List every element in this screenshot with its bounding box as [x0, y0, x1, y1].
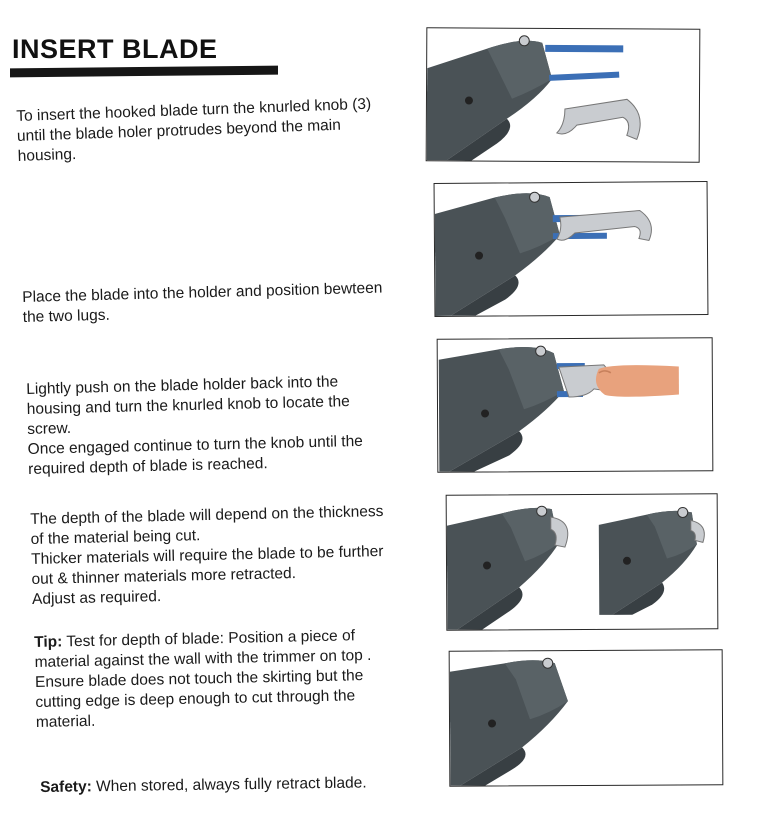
- safety-body: When stored, always fully retract blade.: [91, 774, 367, 796]
- safety-text: [40, 772, 440, 798]
- page-title: INSERT BLADE: [12, 34, 218, 64]
- tip-text: [34, 625, 436, 733]
- step-2-illustration: [434, 181, 709, 317]
- title-underline: [10, 66, 278, 78]
- tip-illustration: [449, 649, 724, 786]
- step-4-text: The depth of the blade will depend on the thickness of the material being cut. Thicker materials will require the blade to be further out & thinner materials more retracted. Adjust as required.: [30, 502, 384, 608]
- step-3-illustration: [437, 337, 714, 472]
- safety-label: Safety:: [40, 778, 92, 796]
- trimmer-push-holder-image: [438, 338, 713, 471]
- step-1-text: To insert the hooked blade turn the knurled knob (3) until the blade holer protrudes beyond the main housing.: [16, 95, 372, 165]
- trimmer-holder-extended-image: [427, 28, 700, 161]
- tip-body: Test for depth of blade: Position a piece of material against the wall with the trimmer on top . Ensure blade does not touch the skirting but the cutting edge is deep enough to cut through the material.: [34, 627, 372, 731]
- trimmer-retracted-image: [450, 650, 723, 785]
- step-3-text: Lightly push on the blade holder back into the housing and turn the knurled knob to locate the screw. Once engaged continue to turn the knob until the required depth of blade is reached.: [26, 373, 364, 478]
- step-2-text: Place the blade into the holder and position bewteen the two lugs.: [22, 279, 383, 326]
- step-4-illustration: [446, 493, 719, 630]
- tip-label: Tip:: [34, 633, 63, 651]
- trimmer-depth-comparison-image: [447, 494, 718, 629]
- trimmer-blade-placed-image: [435, 182, 708, 316]
- step-1-illustration: [426, 27, 701, 162]
